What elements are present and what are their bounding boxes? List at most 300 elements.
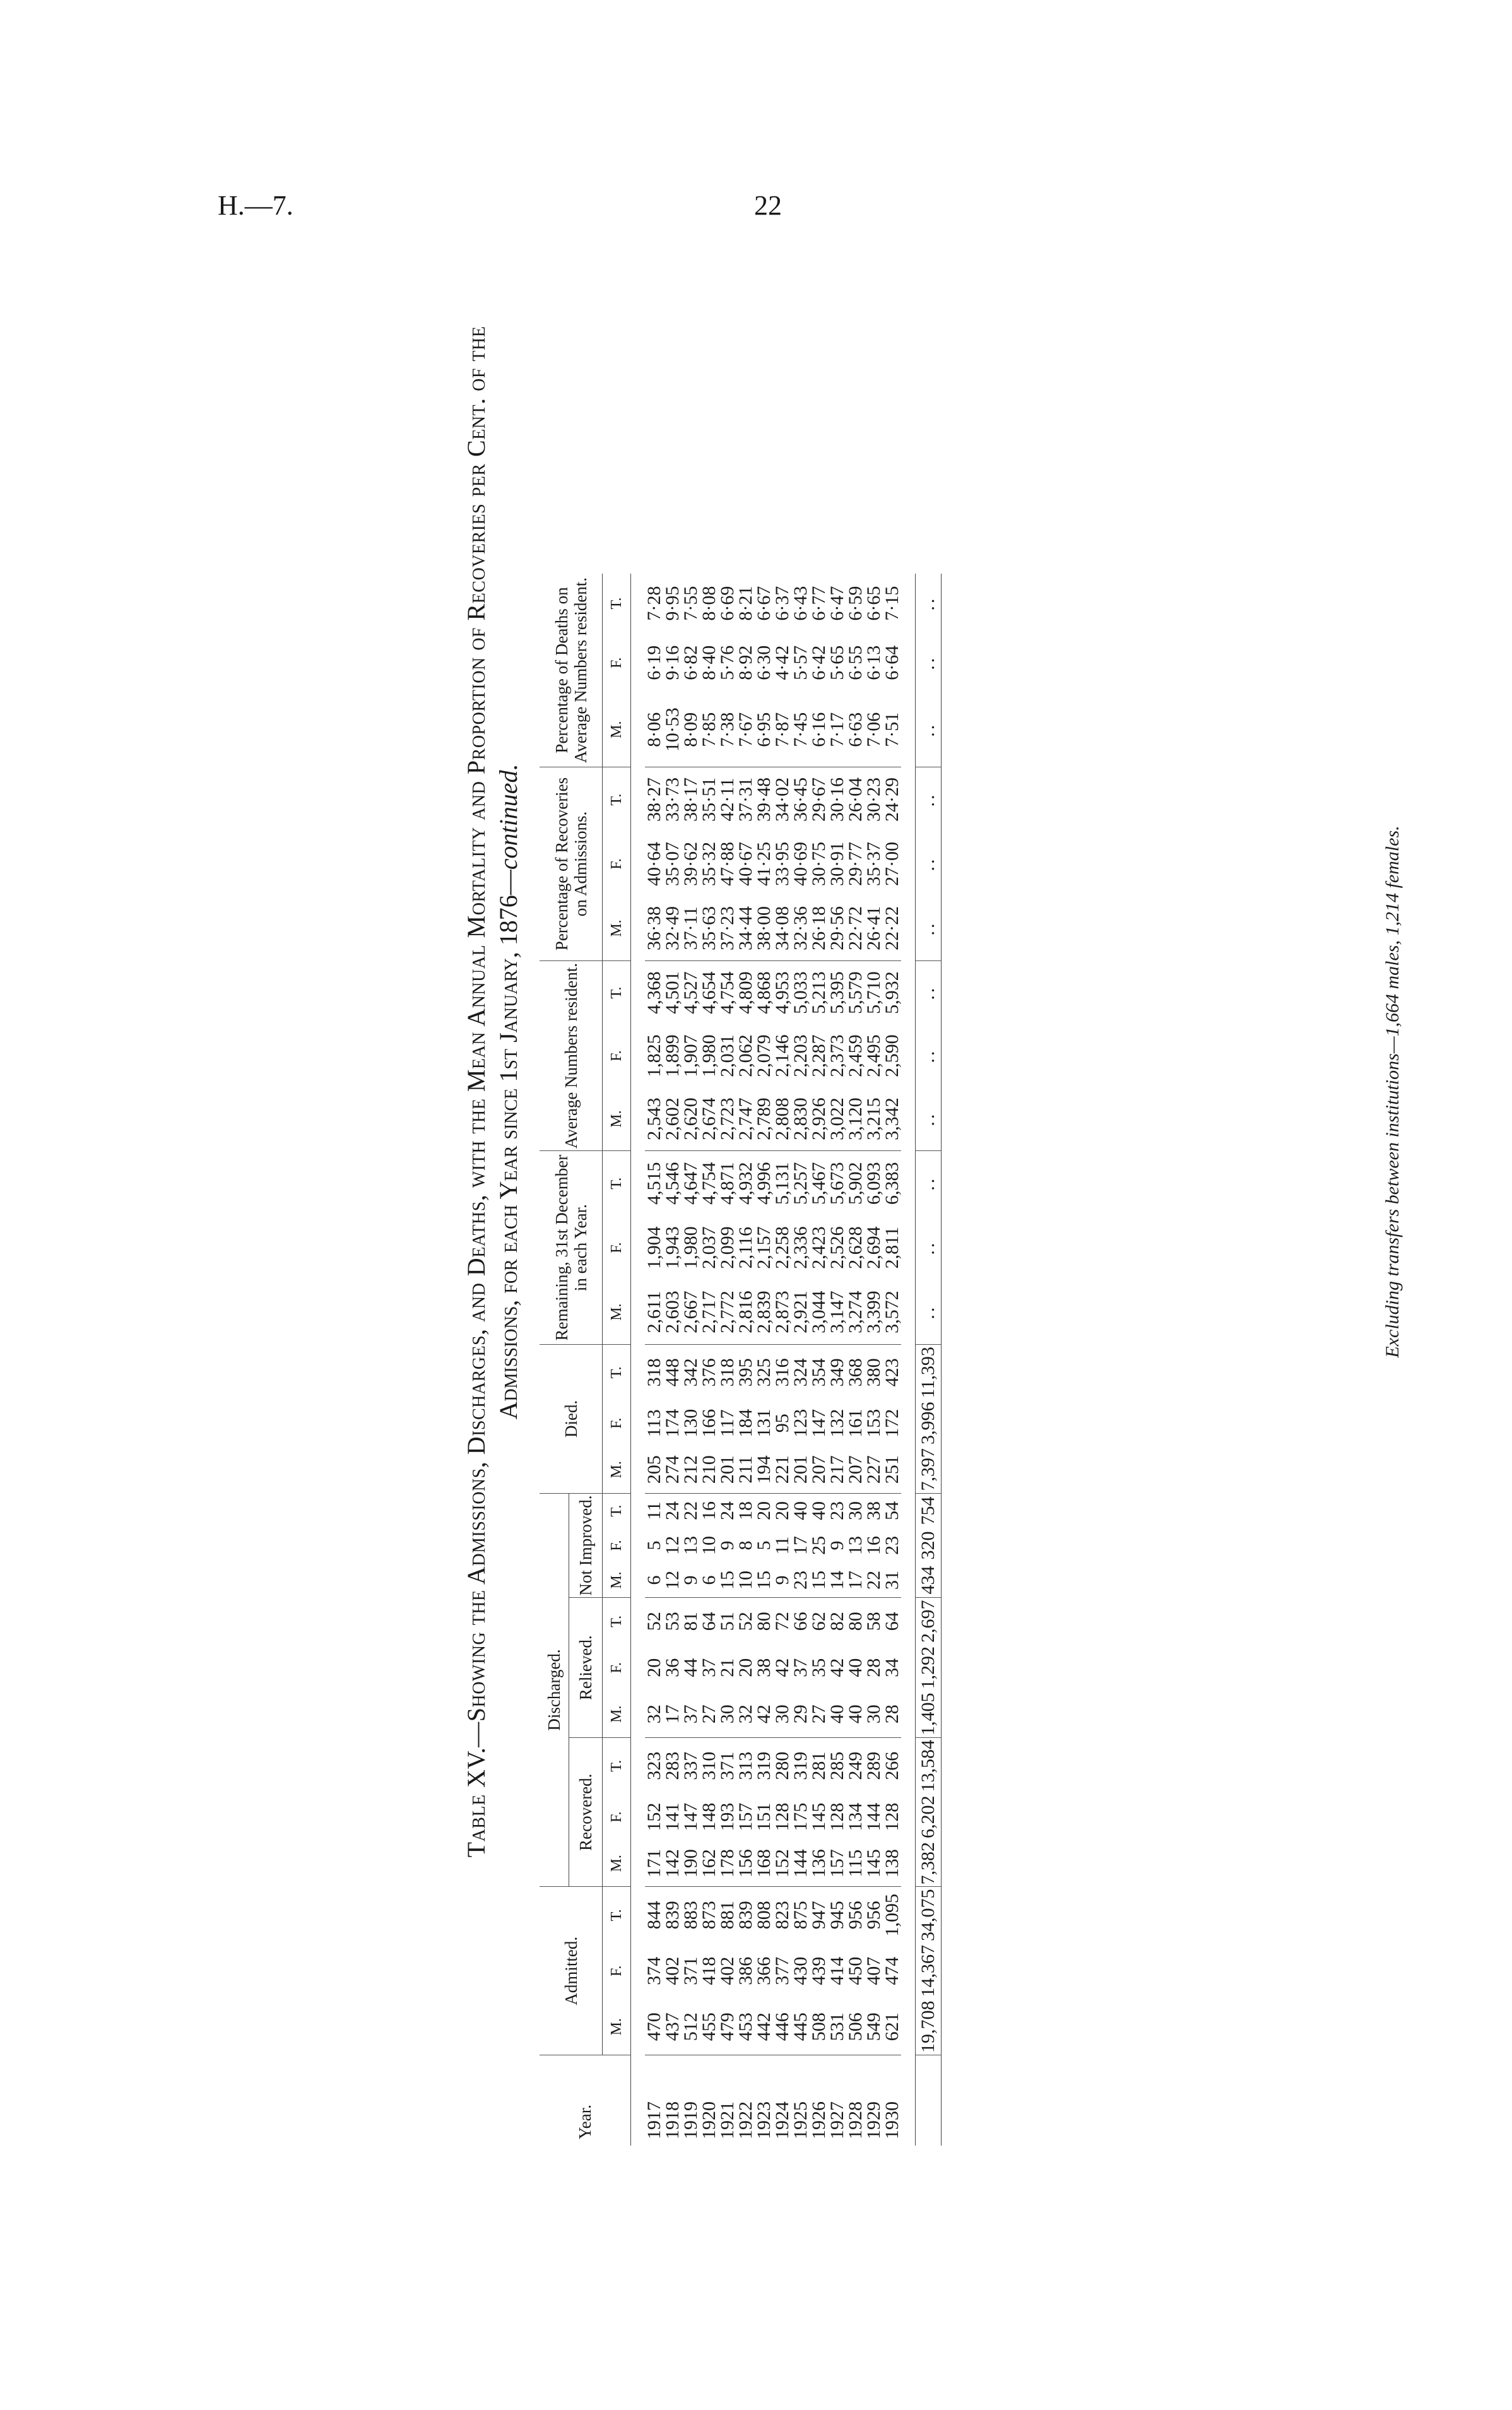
value-cell: 40·64: [644, 842, 664, 887]
value-cell: 2,717: [699, 1291, 719, 1333]
value-cell: 37: [680, 1704, 701, 1724]
value-cell: 1,825: [644, 1034, 664, 1077]
value-cell: 17: [790, 1536, 811, 1556]
value-cell: 210: [699, 1455, 719, 1484]
table-row: [755, 574, 773, 2146]
value-cell: 4,996: [755, 1151, 773, 1216]
value-cell: 2,628: [845, 1226, 866, 1269]
value-cell: 4,868: [755, 961, 773, 1025]
value-cell: 81: [682, 1598, 700, 1645]
value-cell: 4,515: [645, 1151, 663, 1216]
value-cell: 512: [680, 2012, 701, 2041]
table-row: [791, 574, 810, 2146]
value-cell: 423: [883, 1345, 901, 1400]
header-relieved: Relieved.: [569, 1598, 603, 1738]
header-sex-m: M.: [603, 692, 631, 767]
value-cell: 40·69: [790, 842, 811, 887]
value-cell: 53: [663, 1598, 682, 1645]
value-cell: 30: [846, 1493, 865, 1528]
value-cell: 28: [882, 1704, 902, 1724]
dots-cell: ..: [916, 574, 942, 633]
value-cell: 13: [680, 1536, 701, 1556]
header-sex-m: M.: [603, 1446, 631, 1493]
value-cell: 39·62: [680, 842, 701, 887]
total-cell: 19,708: [916, 1999, 942, 2055]
value-cell: 446: [772, 2012, 793, 2041]
value-cell: 142: [662, 1849, 683, 1878]
value-cell: 2,873: [772, 1291, 793, 1333]
value-cell: 37·23: [717, 906, 738, 950]
value-cell: 144: [790, 1849, 811, 1878]
value-cell: 30: [772, 1704, 793, 1724]
value-cell: 23: [828, 1493, 846, 1528]
header-sex-f: F.: [603, 1943, 631, 1999]
value-cell: 1,943: [662, 1226, 683, 1269]
value-cell: 130: [680, 1409, 701, 1438]
value-cell: 2,830: [790, 1097, 811, 1140]
value-cell: 16: [700, 1493, 718, 1528]
value-cell: 157: [735, 1802, 756, 1831]
value-cell: 3,147: [827, 1291, 848, 1333]
value-cell: 194: [753, 1455, 774, 1484]
value-cell: 883: [682, 1887, 700, 1943]
value-cell: 371: [718, 1738, 736, 1794]
total-cell: 34,075: [916, 1887, 942, 1943]
total-cell: 11,393: [916, 1345, 942, 1400]
value-cell: 5: [644, 1540, 664, 1551]
value-cell: 205: [644, 1455, 664, 1484]
value-cell: 207: [808, 1455, 829, 1484]
value-cell: 168: [753, 1849, 774, 1878]
header-sex-t: T.: [603, 767, 631, 832]
value-cell: 4,501: [663, 961, 682, 1025]
value-cell: 26·18: [808, 906, 829, 950]
value-cell: 6·82: [680, 645, 701, 680]
value-cell: 12: [662, 1571, 683, 1590]
value-cell: 34: [882, 1658, 902, 1677]
value-cell: 128: [772, 1802, 793, 1831]
value-cell: 41·25: [753, 842, 774, 887]
value-cell: 371: [680, 1956, 701, 1985]
value-cell: 212: [680, 1455, 701, 1484]
header-pct-deaths: Percentage of Deaths on Average Numbers resident.: [540, 574, 603, 767]
value-cell: 2,031: [717, 1034, 738, 1077]
value-cell: 42: [772, 1658, 793, 1677]
table-row: [883, 574, 901, 2146]
value-cell: 42·11: [718, 767, 736, 832]
value-cell: 30: [717, 1704, 738, 1724]
value-cell: 82: [828, 1598, 846, 1645]
value-cell: 1,980: [699, 1034, 719, 1077]
value-cell: 5,579: [846, 961, 865, 1025]
dots-cell: ..: [916, 1151, 942, 1216]
value-cell: 1,904: [644, 1226, 664, 1269]
value-cell: 5,213: [810, 961, 828, 1025]
value-cell: 5,902: [846, 1151, 865, 1216]
header-sex-f: F.: [603, 1215, 631, 1280]
value-cell: 283: [663, 1738, 682, 1794]
value-cell: 6,093: [865, 1151, 883, 1216]
totals-row: [916, 574, 942, 2146]
value-cell: 6·47: [827, 586, 848, 621]
value-cell: 6·43: [790, 586, 811, 621]
value-cell: 2,816: [735, 1291, 756, 1333]
header-sex-m: M.: [603, 896, 631, 961]
value-cell: 2,772: [717, 1291, 738, 1333]
header-average: Average Numbers resident.: [540, 961, 603, 1151]
value-cell: 147: [680, 1802, 701, 1831]
value-cell: 7·51: [882, 712, 902, 747]
value-cell: 201: [790, 1455, 811, 1484]
value-cell: 29·77: [845, 842, 866, 887]
value-cell: 448: [663, 1345, 682, 1400]
value-cell: 9·95: [662, 586, 683, 621]
value-cell: 11: [645, 1493, 663, 1528]
year-cell: 1923: [755, 2055, 773, 2146]
year-cell: 1919: [682, 2055, 700, 2146]
value-cell: 172: [882, 1409, 902, 1438]
value-cell: 14: [827, 1571, 848, 1590]
value-cell: 374: [644, 1956, 664, 1985]
total-cell: 1,405: [916, 1691, 942, 1738]
value-cell: 10: [735, 1571, 756, 1590]
value-cell: 32·49: [662, 906, 683, 950]
value-cell: 474: [882, 1956, 902, 1985]
value-cell: 4,546: [663, 1151, 682, 1216]
value-cell: 6·65: [863, 586, 884, 621]
value-cell: 319: [791, 1738, 810, 1794]
value-cell: 956: [846, 1887, 865, 1943]
table-subtitle-text: Admissions, for each Year since 1st January, 1876—: [494, 870, 523, 1420]
value-cell: 23: [882, 1536, 902, 1556]
value-cell: 386: [735, 1956, 756, 1985]
value-cell: 62: [810, 1598, 828, 1645]
year-cell: 1920: [700, 2055, 718, 2146]
value-cell: 35·63: [699, 906, 719, 950]
value-cell: 184: [735, 1409, 756, 1438]
value-cell: 5·76: [717, 645, 738, 680]
value-cell: 16: [863, 1536, 884, 1556]
table-row: [828, 574, 846, 2146]
value-cell: 20: [644, 1658, 664, 1677]
dots-cell: ..: [916, 832, 942, 896]
value-cell: 38·17: [682, 767, 700, 832]
value-cell: 5,395: [828, 961, 846, 1025]
value-cell: 211: [735, 1455, 756, 1484]
total-cell: 434: [916, 1563, 942, 1598]
value-cell: 6·30: [753, 645, 774, 680]
value-cell: 4,647: [682, 1151, 700, 1216]
value-cell: 342: [682, 1345, 700, 1400]
value-cell: 5,033: [791, 961, 810, 1025]
header-sex-t: T.: [603, 574, 631, 633]
rotated-table-region: [461, 19, 1432, 2165]
value-cell: 3,120: [845, 1097, 866, 1140]
value-cell: 839: [736, 1887, 755, 1943]
table-row: [865, 574, 883, 2146]
header-sex-t: T.: [603, 961, 631, 1025]
value-cell: 33·73: [663, 767, 682, 832]
value-cell: 2,287: [808, 1034, 829, 1077]
value-cell: 66: [791, 1598, 810, 1645]
value-cell: 6·55: [845, 645, 866, 680]
value-cell: 323: [645, 1738, 663, 1794]
value-cell: 3,342: [882, 1097, 902, 1140]
total-cell: 6,202: [916, 1794, 942, 1841]
year-cell: 1925: [791, 2055, 810, 2146]
total-cell: 14,367: [916, 1943, 942, 1999]
value-cell: 5,932: [883, 961, 901, 1025]
value-cell: 437: [662, 2012, 683, 2041]
value-cell: 7·06: [863, 712, 884, 747]
value-cell: 2,926: [808, 1097, 829, 1140]
header-remaining: Remaining, 31st December in each Year.: [540, 1151, 603, 1345]
value-cell: 376: [700, 1345, 718, 1400]
value-cell: 51: [718, 1598, 736, 1645]
table-row: [682, 574, 700, 2146]
value-cell: 24: [663, 1493, 682, 1528]
value-cell: 8·08: [699, 586, 719, 621]
header-sex-f: F.: [603, 1528, 631, 1563]
value-cell: 455: [699, 2012, 719, 2041]
header-sex-f: F.: [603, 633, 631, 692]
header-recovered: Recovered.: [569, 1738, 603, 1887]
page-number: 22: [754, 190, 782, 221]
value-cell: 26·41: [863, 906, 884, 950]
value-cell: 10: [699, 1536, 719, 1556]
value-cell: 117: [717, 1409, 738, 1438]
value-cell: 6·67: [753, 586, 774, 621]
value-cell: 531: [827, 2012, 848, 2041]
value-cell: 349: [828, 1345, 846, 1400]
table-title: Table XV.—Showing the Admissions, Discharges, and Deaths, with the Mean Annual Mortality and Proportion of Recoveries per Cent. of the: [462, 326, 490, 1858]
value-cell: 2,373: [827, 1034, 848, 1077]
value-cell: 2,839: [753, 1291, 774, 1333]
value-cell: 23: [790, 1571, 811, 1590]
value-cell: 34·02: [773, 767, 791, 832]
value-cell: 193: [717, 1802, 738, 1831]
value-cell: 337: [682, 1738, 700, 1794]
statistics-table: [540, 574, 942, 2146]
value-cell: 873: [700, 1887, 718, 1943]
value-cell: 875: [791, 1887, 810, 1943]
value-cell: 40: [791, 1493, 810, 1528]
value-cell: 151: [753, 1802, 774, 1831]
value-cell: 40·67: [735, 842, 756, 887]
value-cell: 377: [772, 1956, 793, 1985]
value-cell: 12: [662, 1536, 683, 1556]
value-cell: 6: [644, 1575, 664, 1585]
value-cell: 1,095: [883, 1887, 901, 1943]
value-cell: 40: [810, 1493, 828, 1528]
value-cell: 506: [845, 2012, 866, 2041]
value-cell: 285: [828, 1738, 846, 1794]
value-cell: 310: [700, 1738, 718, 1794]
value-cell: 318: [645, 1345, 663, 1400]
value-cell: 450: [845, 1956, 866, 1985]
value-cell: 5,131: [773, 1151, 791, 1216]
value-cell: 26·04: [846, 767, 865, 832]
table-row: [846, 574, 865, 2146]
value-cell: 40: [845, 1658, 866, 1677]
value-cell: 414: [827, 1956, 848, 1985]
value-cell: 37·31: [736, 767, 755, 832]
value-cell: 7·17: [827, 712, 848, 747]
value-cell: 6·37: [772, 586, 793, 621]
total-cell: 7,397: [916, 1446, 942, 1493]
value-cell: 153: [863, 1409, 884, 1438]
value-cell: 2,590: [882, 1034, 902, 1077]
header-not-improved: Not Improved.: [569, 1493, 603, 1598]
value-cell: 479: [717, 2012, 738, 2041]
year-cell: 1928: [846, 2055, 865, 2146]
value-cell: 2,620: [680, 1097, 701, 1140]
value-cell: 4,809: [736, 961, 755, 1025]
value-cell: 7·15: [882, 586, 902, 621]
value-cell: 15: [808, 1571, 829, 1590]
value-cell: 24: [718, 1493, 736, 1528]
value-cell: 418: [699, 1956, 719, 1985]
value-cell: 2,611: [644, 1291, 664, 1333]
table-row: [773, 574, 791, 2146]
value-cell: 2,811: [882, 1226, 902, 1269]
value-cell: 402: [717, 1956, 738, 1985]
value-cell: 5,257: [791, 1151, 810, 1216]
value-cell: 9: [772, 1575, 793, 1585]
value-cell: 5,467: [810, 1151, 828, 1216]
value-cell: 2,099: [717, 1226, 738, 1269]
table-row: [645, 574, 663, 2146]
value-cell: 38·00: [753, 906, 774, 950]
value-cell: 152: [644, 1802, 664, 1831]
header-sex-t: T.: [603, 1598, 631, 1645]
value-cell: 5,673: [828, 1151, 846, 1216]
value-cell: 2,116: [735, 1226, 756, 1269]
value-cell: 217: [827, 1455, 848, 1484]
value-cell: 32·36: [790, 906, 811, 950]
value-cell: 123: [790, 1409, 811, 1438]
value-cell: 402: [662, 1956, 683, 1985]
value-cell: 18: [736, 1493, 755, 1528]
value-cell: 115: [845, 1849, 866, 1877]
value-cell: 289: [865, 1738, 883, 1794]
value-cell: 442: [753, 2012, 774, 2041]
value-cell: 36·45: [791, 767, 810, 832]
value-cell: 37·11: [680, 906, 701, 950]
value-cell: 2,667: [680, 1291, 701, 1333]
totals-label-cell: [916, 2055, 942, 2146]
header-sex-f: F.: [603, 1794, 631, 1841]
value-cell: 174: [662, 1409, 683, 1438]
value-cell: 22·22: [882, 906, 902, 950]
value-cell: 42: [753, 1704, 774, 1724]
total-cell: 13,584: [916, 1738, 942, 1794]
value-cell: 4,654: [700, 961, 718, 1025]
value-cell: 470: [644, 2012, 664, 2041]
value-cell: 30·75: [808, 842, 829, 887]
dots-cell: ..: [916, 1215, 942, 1280]
value-cell: 24·29: [883, 767, 901, 832]
dots-cell: ..: [916, 767, 942, 832]
header-sex-m: M.: [603, 1999, 631, 2055]
value-cell: 35·37: [863, 842, 884, 887]
value-cell: 313: [736, 1738, 755, 1794]
value-cell: 21: [717, 1658, 738, 1677]
value-cell: 549: [863, 2012, 884, 2041]
year-cell: 1922: [736, 2055, 755, 2146]
value-cell: 844: [645, 1887, 663, 1943]
value-cell: 39·48: [755, 767, 773, 832]
header-sex-t: T.: [603, 1345, 631, 1400]
header-pct-recoveries: Percentage of Recoveries on Admissions.: [540, 767, 603, 961]
value-cell: 27: [699, 1704, 719, 1724]
value-cell: 175: [790, 1802, 811, 1831]
value-cell: 22: [863, 1571, 884, 1590]
year-cell: 1918: [663, 2055, 682, 2146]
value-cell: 354: [810, 1345, 828, 1400]
dots-cell: ..: [916, 633, 942, 692]
value-cell: 30: [863, 1704, 884, 1724]
table-body: [631, 574, 942, 2146]
year-cell: 1917: [645, 2055, 663, 2146]
value-cell: 8·06: [644, 712, 664, 747]
value-cell: 20: [735, 1658, 756, 1677]
value-cell: 5·65: [827, 645, 848, 680]
value-cell: 3,399: [863, 1291, 884, 1333]
page-ref: H.—7.: [218, 190, 293, 221]
header-sex-f: F.: [603, 832, 631, 896]
value-cell: 808: [755, 1887, 773, 1943]
value-cell: 6,383: [883, 1151, 901, 1216]
value-cell: 8·21: [735, 586, 756, 621]
value-cell: 8·09: [680, 712, 701, 747]
value-cell: 2,543: [644, 1097, 664, 1140]
table-row: [718, 574, 736, 2146]
value-cell: 9: [680, 1575, 701, 1585]
value-cell: 316: [773, 1345, 791, 1400]
value-cell: 1,899: [662, 1034, 683, 1077]
year-cell: 1924: [773, 2055, 791, 2146]
value-cell: 58: [865, 1598, 883, 1645]
value-cell: 7·67: [735, 712, 756, 747]
value-cell: 80: [846, 1598, 865, 1645]
value-cell: 319: [755, 1738, 773, 1794]
sex-header-row: [603, 574, 631, 2146]
footnote: Excluding transfers between institutions—1,664 males, 1,214 females.: [1382, 825, 1403, 1358]
value-cell: 11: [772, 1536, 793, 1555]
value-cell: 4·42: [772, 645, 793, 680]
value-cell: 8·92: [735, 645, 756, 680]
value-cell: 201: [717, 1455, 738, 1484]
value-cell: 178: [717, 1849, 738, 1878]
value-cell: 33·95: [772, 842, 793, 887]
header-sex-t: T.: [603, 1887, 631, 1943]
value-cell: 31: [882, 1571, 902, 1590]
value-cell: 6·42: [808, 645, 829, 680]
value-cell: 38·27: [645, 767, 663, 832]
table-subtitle-continued: continued.: [494, 764, 523, 870]
value-cell: 380: [865, 1345, 883, 1400]
value-cell: 17: [662, 1704, 683, 1724]
value-cell: 4,754: [718, 961, 736, 1025]
value-cell: 207: [845, 1455, 866, 1484]
value-cell: 280: [773, 1738, 791, 1794]
value-cell: 4,527: [682, 961, 700, 1025]
value-cell: 947: [810, 1887, 828, 1943]
value-cell: 20: [773, 1493, 791, 1528]
value-cell: 128: [882, 1802, 902, 1831]
header-sex-m: M.: [603, 1840, 631, 1887]
